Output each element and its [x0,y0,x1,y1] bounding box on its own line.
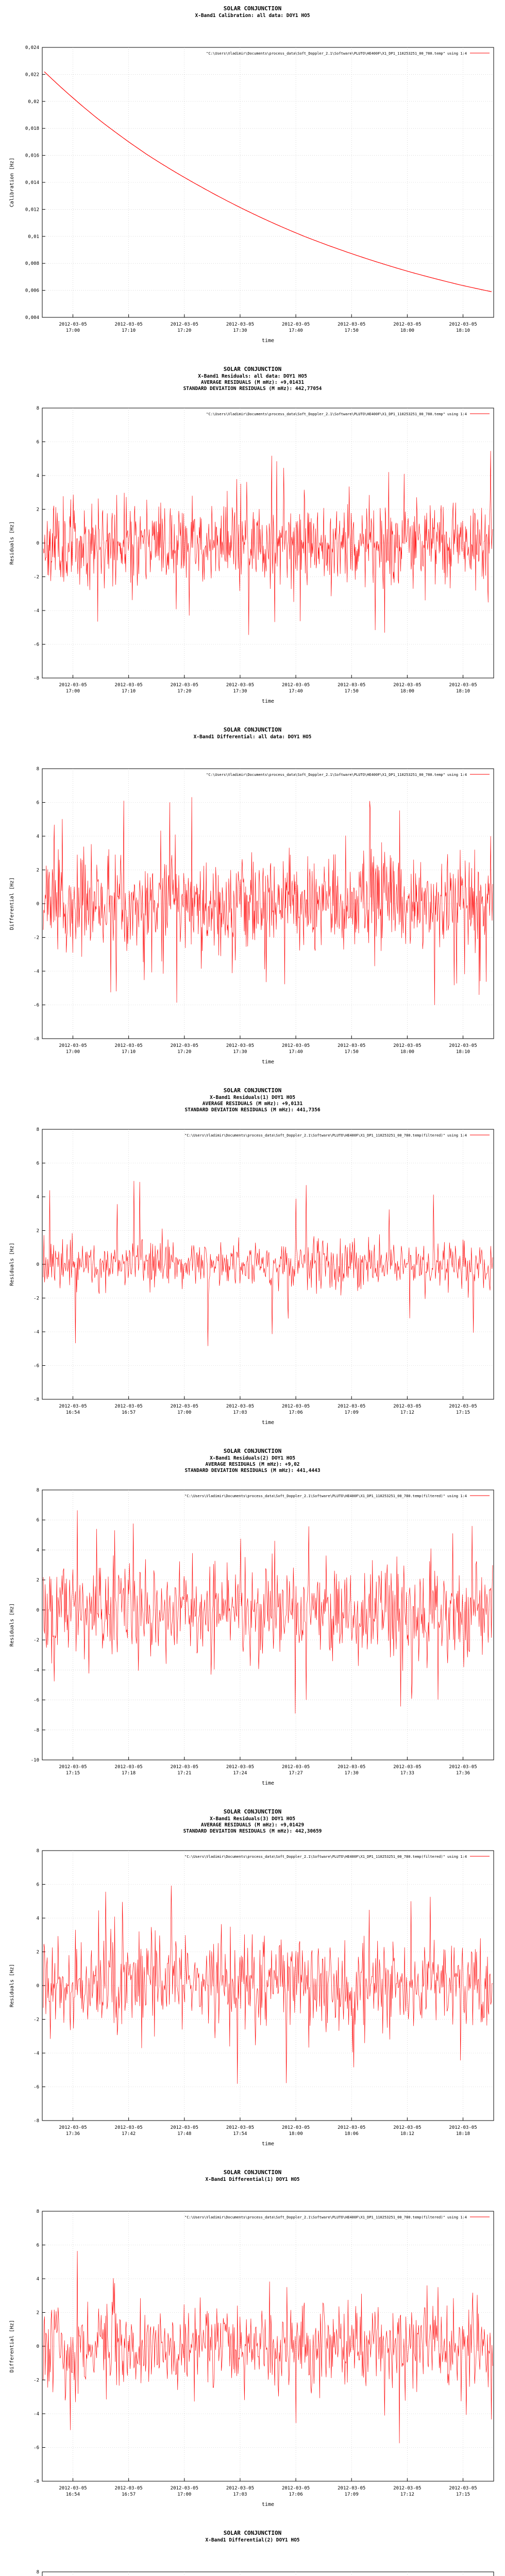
x-tick-time: 17:40 [289,1049,303,1055]
x-tick-time: 17:42 [122,2131,136,2137]
y-tick-label: 2 [36,2310,39,2316]
x-tick-time: 16:57 [122,1410,136,1415]
x-tick-date: 2012-03-05 [449,683,477,688]
y-tick-label: 6 [36,439,39,445]
y-tick-label: -2 [33,1296,39,1301]
y-tick-label: 2 [36,1228,39,1234]
x-tick-date: 2012-03-05 [393,683,422,688]
x-tick-time: 18:00 [289,2131,303,2137]
y-tick-label: -4 [33,1668,39,1673]
x-tick-time: 17:09 [344,1410,359,1415]
x-tick-date: 2012-03-05 [281,2486,310,2491]
x-tick-time: 18:00 [400,328,414,333]
y-tick-label: -8 [33,2479,39,2484]
chart-svg [0,0,505,361]
x-tick-time: 17:24 [233,1771,247,1776]
y-tick-label: 0,018 [25,126,39,132]
y-tick-label: -6 [33,1698,39,1703]
x-tick-date: 2012-03-05 [114,1404,143,1409]
x-tick-time: 18:10 [456,1049,470,1055]
x-tick-date: 2012-03-05 [281,1043,310,1048]
chart-svg [0,1082,505,1443]
x-tick-date: 2012-03-05 [114,1765,143,1770]
y-tick-label: 4 [36,1195,39,1200]
x-tick-time: 17:20 [177,689,192,694]
series-line [43,2251,493,2443]
x-tick-date: 2012-03-05 [114,683,143,688]
y-tick-label: -2 [33,2017,39,2023]
y-tick-label: -8 [33,676,39,681]
x-tick-date: 2012-03-05 [226,322,255,327]
x-tick-time: 18:00 [400,1049,414,1055]
y-tick-label: 4 [36,834,39,839]
chart-panel [0,2164,505,2524]
x-tick-date: 2012-03-05 [226,2125,255,2130]
y-tick-label: 2 [36,1950,39,1955]
x-tick-date: 2012-03-05 [59,2486,87,2491]
chart-title: SOLAR CONJUNCTION [223,1087,282,1094]
y-tick-label: -6 [33,1363,39,1369]
legend-text: "C:\Users\Vladimir\Documents\process_data\Soft_Doppler_2.1\Software\PLUTO\HE400F\X1_DP1_110253251_00_780.temp(filtered)" using 1:4 [184,1494,467,1498]
x-tick-date: 2012-03-05 [338,1043,366,1048]
chart-svg [0,361,505,721]
y-tick-label: 2 [36,1578,39,1583]
chart-subtitle: AVERAGE RESIDUALS (M mHz): +9,02 [205,1462,300,1467]
legend-text: "C:\Users\Vladimir\Documents\process_data\Soft_Doppler_2.1\Software\PLUTO\HE400F\X1_DP1_110253251_00_780.temp" using 1:4 [206,773,467,777]
y-tick-label: 4 [36,1916,39,1921]
y-tick-label: 0,006 [25,288,39,294]
y-tick-label: -8 [33,1397,39,1402]
x-tick-time: 17:48 [177,2131,192,2137]
x-tick-date: 2012-03-05 [114,2125,143,2130]
x-tick-date: 2012-03-05 [281,2125,310,2130]
y-tick-label: 0 [36,541,39,546]
x-tick-date: 2012-03-05 [338,2486,366,2491]
y-tick-label: 0,022 [25,72,39,78]
y-tick-label: -6 [33,642,39,648]
y-tick-label: 0 [36,1984,39,1989]
y-tick-label: -8 [33,2119,39,2124]
y-tick-label: -6 [33,2084,39,2090]
y-tick-label: 8 [36,1127,39,1132]
x-tick-date: 2012-03-05 [449,2486,477,2491]
chart-title: SOLAR CONJUNCTION [223,1808,282,1815]
x-tick-time: 17:40 [289,689,303,694]
x-axis-label: time [261,1420,275,1426]
x-tick-time: 17:12 [400,1410,414,1415]
plot-frame [42,2572,494,2576]
x-tick-date: 2012-03-05 [281,683,310,688]
y-tick-label: -6 [33,2445,39,2451]
x-tick-time: 17:12 [400,2492,414,2497]
y-tick-label: 6 [36,2243,39,2248]
x-tick-time: 17:50 [344,689,359,694]
x-tick-date: 2012-03-05 [170,1043,198,1048]
y-tick-label: 4 [36,473,39,479]
x-tick-date: 2012-03-05 [59,1404,87,1409]
x-tick-date: 2012-03-05 [449,1043,477,1048]
chart-subtitle: AVERAGE RESIDUALS (M mHz): +9,01431 [200,380,305,385]
x-tick-time: 17:21 [177,1771,192,1776]
y-tick-label: 0,024 [25,45,39,50]
x-tick-date: 2012-03-05 [170,322,198,327]
y-tick-label: -2 [33,2378,39,2383]
x-tick-time: 18:10 [456,689,470,694]
x-tick-time: 17:50 [344,1049,359,1055]
y-axis-label: Residuals [Hz] [9,1963,15,2008]
x-tick-date: 2012-03-05 [59,1043,87,1048]
y-tick-label: 0,012 [25,207,39,213]
x-tick-date: 2012-03-05 [59,1765,87,1770]
x-tick-time: 17:09 [344,2492,359,2497]
x-tick-time: 17:06 [289,1410,303,1415]
chart-subtitle: X-Band1 Differential(2) DOY1 HO5 [205,2537,300,2543]
y-tick-label: -6 [33,1003,39,1008]
x-tick-date: 2012-03-05 [281,322,310,327]
y-tick-label: -8 [33,1727,39,1733]
x-tick-time: 17:50 [344,328,359,333]
x-tick-time: 17:20 [177,328,192,333]
x-tick-time: 17:03 [233,1410,247,1415]
y-tick-label: -8 [33,1037,39,1042]
y-tick-label: 0 [36,902,39,907]
chart-subtitle: AVERAGE RESIDUALS (M mHz): +9,0131 [202,1101,303,1107]
chart-panel [0,721,505,1082]
y-tick-label: 0,01 [28,234,39,240]
x-tick-date: 2012-03-05 [114,1043,143,1048]
y-tick-label: 8 [36,2209,39,2214]
x-tick-time: 17:27 [289,1771,303,1776]
x-tick-time: 17:15 [456,2492,470,2497]
x-tick-time: 18:12 [400,2131,414,2137]
x-tick-time: 17:30 [233,689,247,694]
y-tick-label: -10 [30,1758,39,1763]
x-tick-time: 17:03 [233,2492,247,2497]
x-tick-time: 18:18 [456,2131,470,2137]
y-tick-label: -2 [33,574,39,580]
chart-title: SOLAR CONJUNCTION [223,2530,282,2536]
legend-text: "C:\Users\Vladimir\Documents\process_data\Soft_Doppler_2.1\Software\PLUTO\HE400F\X1_DP1_110253251_00_780.temp(filtered)" using 1:4 [184,1133,467,1138]
x-tick-time: 18:00 [400,689,414,694]
x-tick-time: 18:06 [344,2131,359,2137]
x-tick-time: 16:57 [122,2492,136,2497]
x-tick-date: 2012-03-05 [338,2125,366,2130]
x-tick-date: 2012-03-05 [281,1765,310,1770]
y-tick-label: 0,016 [25,153,39,159]
x-tick-date: 2012-03-05 [226,683,255,688]
chart-panel [0,1082,505,1443]
x-tick-date: 2012-03-05 [393,2125,422,2130]
y-axis-label: Residuals [Hz] [9,1603,15,1647]
y-tick-label: 2 [36,507,39,513]
x-tick-time: 17:30 [233,1049,247,1055]
x-axis-label: time [261,699,275,704]
y-axis-label: Residuals [Hz] [9,1242,15,1286]
x-tick-time: 17:00 [177,1410,192,1415]
chart-subtitle: STANDARD DEVIATION RESIDUALS (M mHz): 442,30659 [183,1828,322,1834]
series-line [44,72,492,292]
x-tick-date: 2012-03-05 [59,2125,87,2130]
x-tick-time: 17:00 [177,2492,192,2497]
x-tick-time: 17:15 [65,1771,80,1776]
y-axis-label: Calibration [Hz] [9,157,15,208]
chart-title: SOLAR CONJUNCTION [223,5,282,12]
x-tick-date: 2012-03-05 [226,2486,255,2491]
chart-panel [0,1803,505,2164]
x-tick-date: 2012-03-05 [170,1765,198,1770]
x-tick-time: 17:10 [122,1049,136,1055]
y-tick-label: -4 [33,1330,39,1335]
x-axis-label: time [261,2141,275,2147]
y-tick-label: 8 [36,767,39,772]
x-tick-date: 2012-03-05 [393,322,422,327]
y-tick-label: 8 [36,2570,39,2575]
y-tick-label: -4 [33,2051,39,2056]
chart-subtitle: X-Band1 Residuals(1) DOY1 HO5 [210,1095,295,1100]
x-axis-label: time [261,1781,275,1786]
x-tick-date: 2012-03-05 [449,1765,477,1770]
y-tick-label: 8 [36,406,39,411]
y-tick-label: -4 [33,969,39,974]
series-line [43,1511,493,1714]
x-tick-date: 2012-03-05 [226,1043,255,1048]
y-axis-label: Residuals [Hz] [9,521,15,565]
y-tick-label: 0,02 [28,99,39,105]
chart-panel [0,2524,505,2576]
chart-subtitle: X-Band1 Residuals(3) DOY1 HO5 [210,1816,295,1822]
y-tick-label: -4 [33,608,39,614]
x-tick-time: 17:06 [289,2492,303,2497]
y-tick-label: -2 [33,935,39,941]
x-tick-date: 2012-03-05 [170,1404,198,1409]
legend-text: "C:\Users\Vladimir\Documents\process_data\Soft_Doppler_2.1\Software\PLUTO\HE400F\X1_DP1_110253251_00_780.temp" using 1:4 [206,52,467,56]
x-tick-date: 2012-03-05 [338,322,366,327]
chart-title: SOLAR CONJUNCTION [223,726,282,733]
x-tick-time: 17:30 [233,328,247,333]
x-tick-date: 2012-03-05 [170,2125,198,2130]
chart-svg [0,721,505,1082]
x-tick-time: 16:54 [65,2492,80,2497]
chart-svg [0,1443,505,1803]
series-line [43,797,493,1005]
chart-title: SOLAR CONJUNCTION [223,366,282,372]
x-tick-date: 2012-03-05 [393,1043,422,1048]
chart-subtitle: AVERAGE RESIDUALS (M mHz): +9,01429 [200,1822,305,1828]
y-tick-label: 8 [36,1849,39,1854]
x-tick-date: 2012-03-05 [114,2486,143,2491]
x-tick-date: 2012-03-05 [393,2486,422,2491]
x-tick-date: 2012-03-05 [338,1404,366,1409]
plot-frame [42,1490,494,1760]
x-tick-date: 2012-03-05 [393,1765,422,1770]
x-axis-label: time [261,2502,275,2507]
x-tick-time: 17:00 [65,1049,80,1055]
x-tick-time: 17:33 [400,1771,414,1776]
x-tick-date: 2012-03-05 [226,1404,255,1409]
chart-svg [0,2164,505,2524]
y-tick-label: 4 [36,1548,39,1553]
x-tick-time: 17:10 [122,328,136,333]
y-tick-label: 6 [36,1882,39,1888]
y-axis-label: Differential [Hz] [9,877,15,930]
x-tick-date: 2012-03-05 [170,683,198,688]
x-tick-date: 2012-03-05 [59,322,87,327]
y-tick-label: 0,014 [25,180,39,185]
legend-text: "C:\Users\Vladimir\Documents\process_data\Soft_Doppler_2.1\Software\PLUTO\HE400F\X1_DP1_110253251_00_780.temp(filtered)" using 1:4 [184,1855,467,1859]
x-tick-date: 2012-03-05 [114,322,143,327]
y-tick-label: 6 [36,1161,39,1166]
x-tick-time: 17:54 [233,2131,247,2137]
x-tick-time: 17:18 [122,1771,136,1776]
legend-text: "C:\Users\Vladimir\Documents\process_data\Soft_Doppler_2.1\Software\PLUTO\HE400F\X1_DP1_110253251_00_780.temp" using 1:4 [206,412,467,416]
chart-panel [0,1443,505,1803]
y-tick-label: 8 [36,1488,39,1493]
chart-panel [0,0,505,361]
x-tick-time: 17:10 [122,689,136,694]
y-tick-label: 4 [36,2277,39,2282]
x-axis-label: time [261,338,275,344]
y-tick-label: 0,004 [25,315,39,320]
x-tick-date: 2012-03-05 [449,322,477,327]
y-tick-label: -4 [33,2412,39,2417]
chart-svg [0,1803,505,2164]
x-tick-time: 16:54 [65,1410,80,1415]
chart-title: SOLAR CONJUNCTION [223,2169,282,2176]
y-tick-label: 0,008 [25,261,39,267]
x-tick-date: 2012-03-05 [59,683,87,688]
chart-subtitle: X-Band1 Residuals: all data: DOY1 HO5 [198,374,307,379]
chart-subtitle: X-Band1 Calibration: all data: DOY1 HO5 [195,13,310,19]
chart-subtitle: STANDARD DEVIATION RESIDUALS (M mHz): 441,7356 [184,1107,321,1113]
y-tick-label: 2 [36,868,39,873]
x-tick-time: 17:00 [65,689,80,694]
chart-svg [0,2524,505,2576]
x-tick-time: 17:15 [456,1410,470,1415]
x-tick-time: 18:10 [456,328,470,333]
chart-subtitle: STANDARD DEVIATION RESIDUALS (M mHz): 442,77054 [183,386,322,392]
x-tick-time: 17:20 [177,1049,192,1055]
series-line [43,1181,493,1346]
x-tick-date: 2012-03-05 [226,1765,255,1770]
chart-subtitle: X-Band1 Differential(1) DOY1 HO5 [205,2177,300,2182]
y-axis-label: Differential [Hz] [9,2319,15,2373]
x-tick-time: 17:00 [65,328,80,333]
y-tick-label: 0 [36,1607,39,1613]
x-tick-date: 2012-03-05 [281,1404,310,1409]
x-axis-label: time [261,1059,275,1065]
x-tick-date: 2012-03-05 [338,1765,366,1770]
legend-text: "C:\Users\Vladimir\Documents\process_data\Soft_Doppler_2.1\Software\PLUTO\HE400F\X1_DP1_110253251_00_780.temp(filtered)" using 1:4 [184,2215,467,2219]
y-tick-label: 6 [36,800,39,806]
chart-panel [0,361,505,721]
x-tick-date: 2012-03-05 [449,1404,477,1409]
chart-subtitle: STANDARD DEVIATION RESIDUALS (M mHz): 441,4443 [184,1468,321,1473]
x-tick-time: 17:40 [289,328,303,333]
x-tick-date: 2012-03-05 [393,1404,422,1409]
y-tick-label: 0 [36,2344,39,2349]
x-tick-date: 2012-03-05 [338,683,366,688]
series-line [43,1886,493,2084]
chart-subtitle: X-Band1 Differential: all data: DOY1 HO5 [193,734,312,740]
x-tick-time: 17:36 [456,1771,470,1776]
x-tick-time: 17:36 [65,2131,80,2137]
x-tick-date: 2012-03-05 [449,2125,477,2130]
chart-subtitle: X-Band1 Residuals(2) DOY1 HO5 [210,1455,295,1461]
x-tick-time: 17:30 [344,1771,359,1776]
chart-title: SOLAR CONJUNCTION [223,1448,282,1454]
x-tick-date: 2012-03-05 [170,2486,198,2491]
y-tick-label: 0 [36,1262,39,1267]
y-tick-label: -2 [33,1638,39,1643]
y-tick-label: 6 [36,1518,39,1523]
